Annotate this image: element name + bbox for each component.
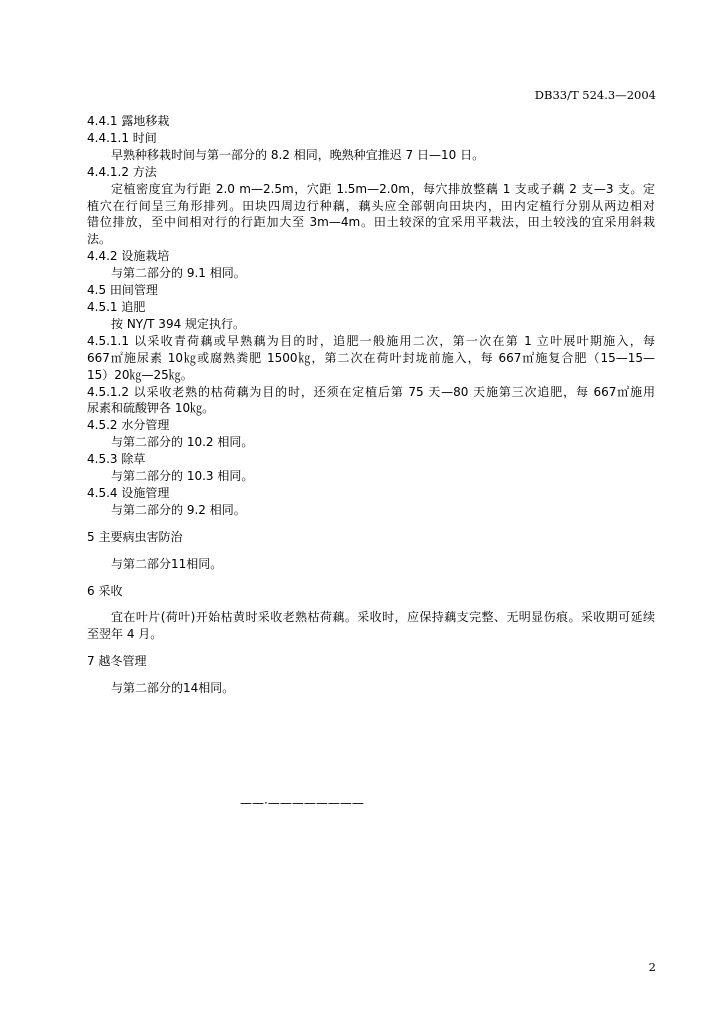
heading-4-4-1-2: 4.4.1.2 方法: [87, 164, 157, 179]
paragraph-line: 与第二部分11相同。: [111, 556, 223, 571]
paragraph-line: 错位排放，至中间相对行的行距加大至 3m—4m。田土较深的宜采用平栽法，田土较浅的宜采用斜栽: [87, 215, 655, 230]
paragraph-line: 按 NY/T 394 规定执行。: [111, 316, 246, 331]
document-body: [87, 113, 655, 697]
heading-4-5-3: 4.5.3 除草: [87, 452, 146, 467]
heading-4-5-4: 4.5.4 设施管理: [87, 485, 170, 500]
heading-4-5-1-2: 4.5.1.2 以采收老熟的枯荷藕为目的时，还须在定植后第 75 天—80 天施第三次追肥，每 667㎡施用: [87, 384, 655, 399]
standard-code: DB33/T 524.3—2004: [534, 88, 656, 102]
end-of-document-rule: ——·————————: [240, 796, 364, 810]
paragraph-line: 15）20㎏—25㎏。: [87, 367, 193, 382]
paragraph-line: 与第二部分的 10.3 相同。: [111, 469, 254, 484]
paragraph-line: 与第二部分的 9.2 相同。: [111, 502, 246, 517]
paragraph-line: 定植密度宜为行距 2.0 m—2.5m，穴距 1.5m—2.0m，每穴排放整藕 1 支或子藕 2 支—3 支。定: [111, 181, 655, 196]
paragraph-line: 与第二部分的 9.1 相同。: [111, 266, 246, 281]
paragraph-line: 与第二部分的14相同。: [111, 681, 235, 696]
heading-section-5: 5 主要病虫害防治: [87, 529, 183, 544]
heading-4-5-2: 4.5.2 水分管理: [87, 418, 170, 433]
heading-4-4-2: 4.4.2 设施栽培: [87, 249, 170, 264]
paragraph-line: 至翌年 4 月。: [87, 627, 163, 642]
heading-section-7: 7 越冬管理: [87, 654, 147, 669]
heading-4-5: 4.5 田间管理: [87, 283, 158, 298]
paragraph-line: 尿素和硫酸钾各 10㎏。: [87, 401, 215, 416]
heading-4-5-1: 4.5.1 追肥: [87, 299, 146, 314]
paragraph-line: 早熟种移栽时间与第一部分的 8.2 相同，晚熟种宜推迟 7 日—10 日。: [111, 147, 485, 162]
paragraph-line: 宜在叶片(荷叶)开始枯黄时采收老熟枯荷藕。采收时，应保持藕支完整、无明显伤痕。采收期可延续: [111, 610, 655, 625]
heading-4-5-1-1: 4.5.1.1 以采收青荷藕或早熟藕为目的时，追肥一般施用二次，第一次在第 1 立叶展叶期施入，每: [87, 333, 655, 348]
paragraph-line: 植穴在行间呈三角形排列。田块四周边行种藕，藕头应全部朝向田块内，田内定植行分别从两边相对: [87, 198, 655, 213]
heading-section-6: 6 采收: [87, 583, 123, 598]
heading-4-4-1: 4.4.1 露地移栽: [87, 114, 170, 128]
heading-4-4-1-1: 4.4.1.1 时间: [87, 130, 157, 145]
paragraph-line: 法。: [87, 232, 112, 247]
paragraph-line: 667㎡施尿素 10㎏或腐熟粪肥 1500㎏，第二次在荷叶封垅前施入，每 667㎡施复合肥（15—15—: [87, 350, 655, 365]
paragraph-line: 与第二部分的 10.2 相同。: [111, 435, 254, 450]
page-number: 2: [648, 960, 656, 974]
